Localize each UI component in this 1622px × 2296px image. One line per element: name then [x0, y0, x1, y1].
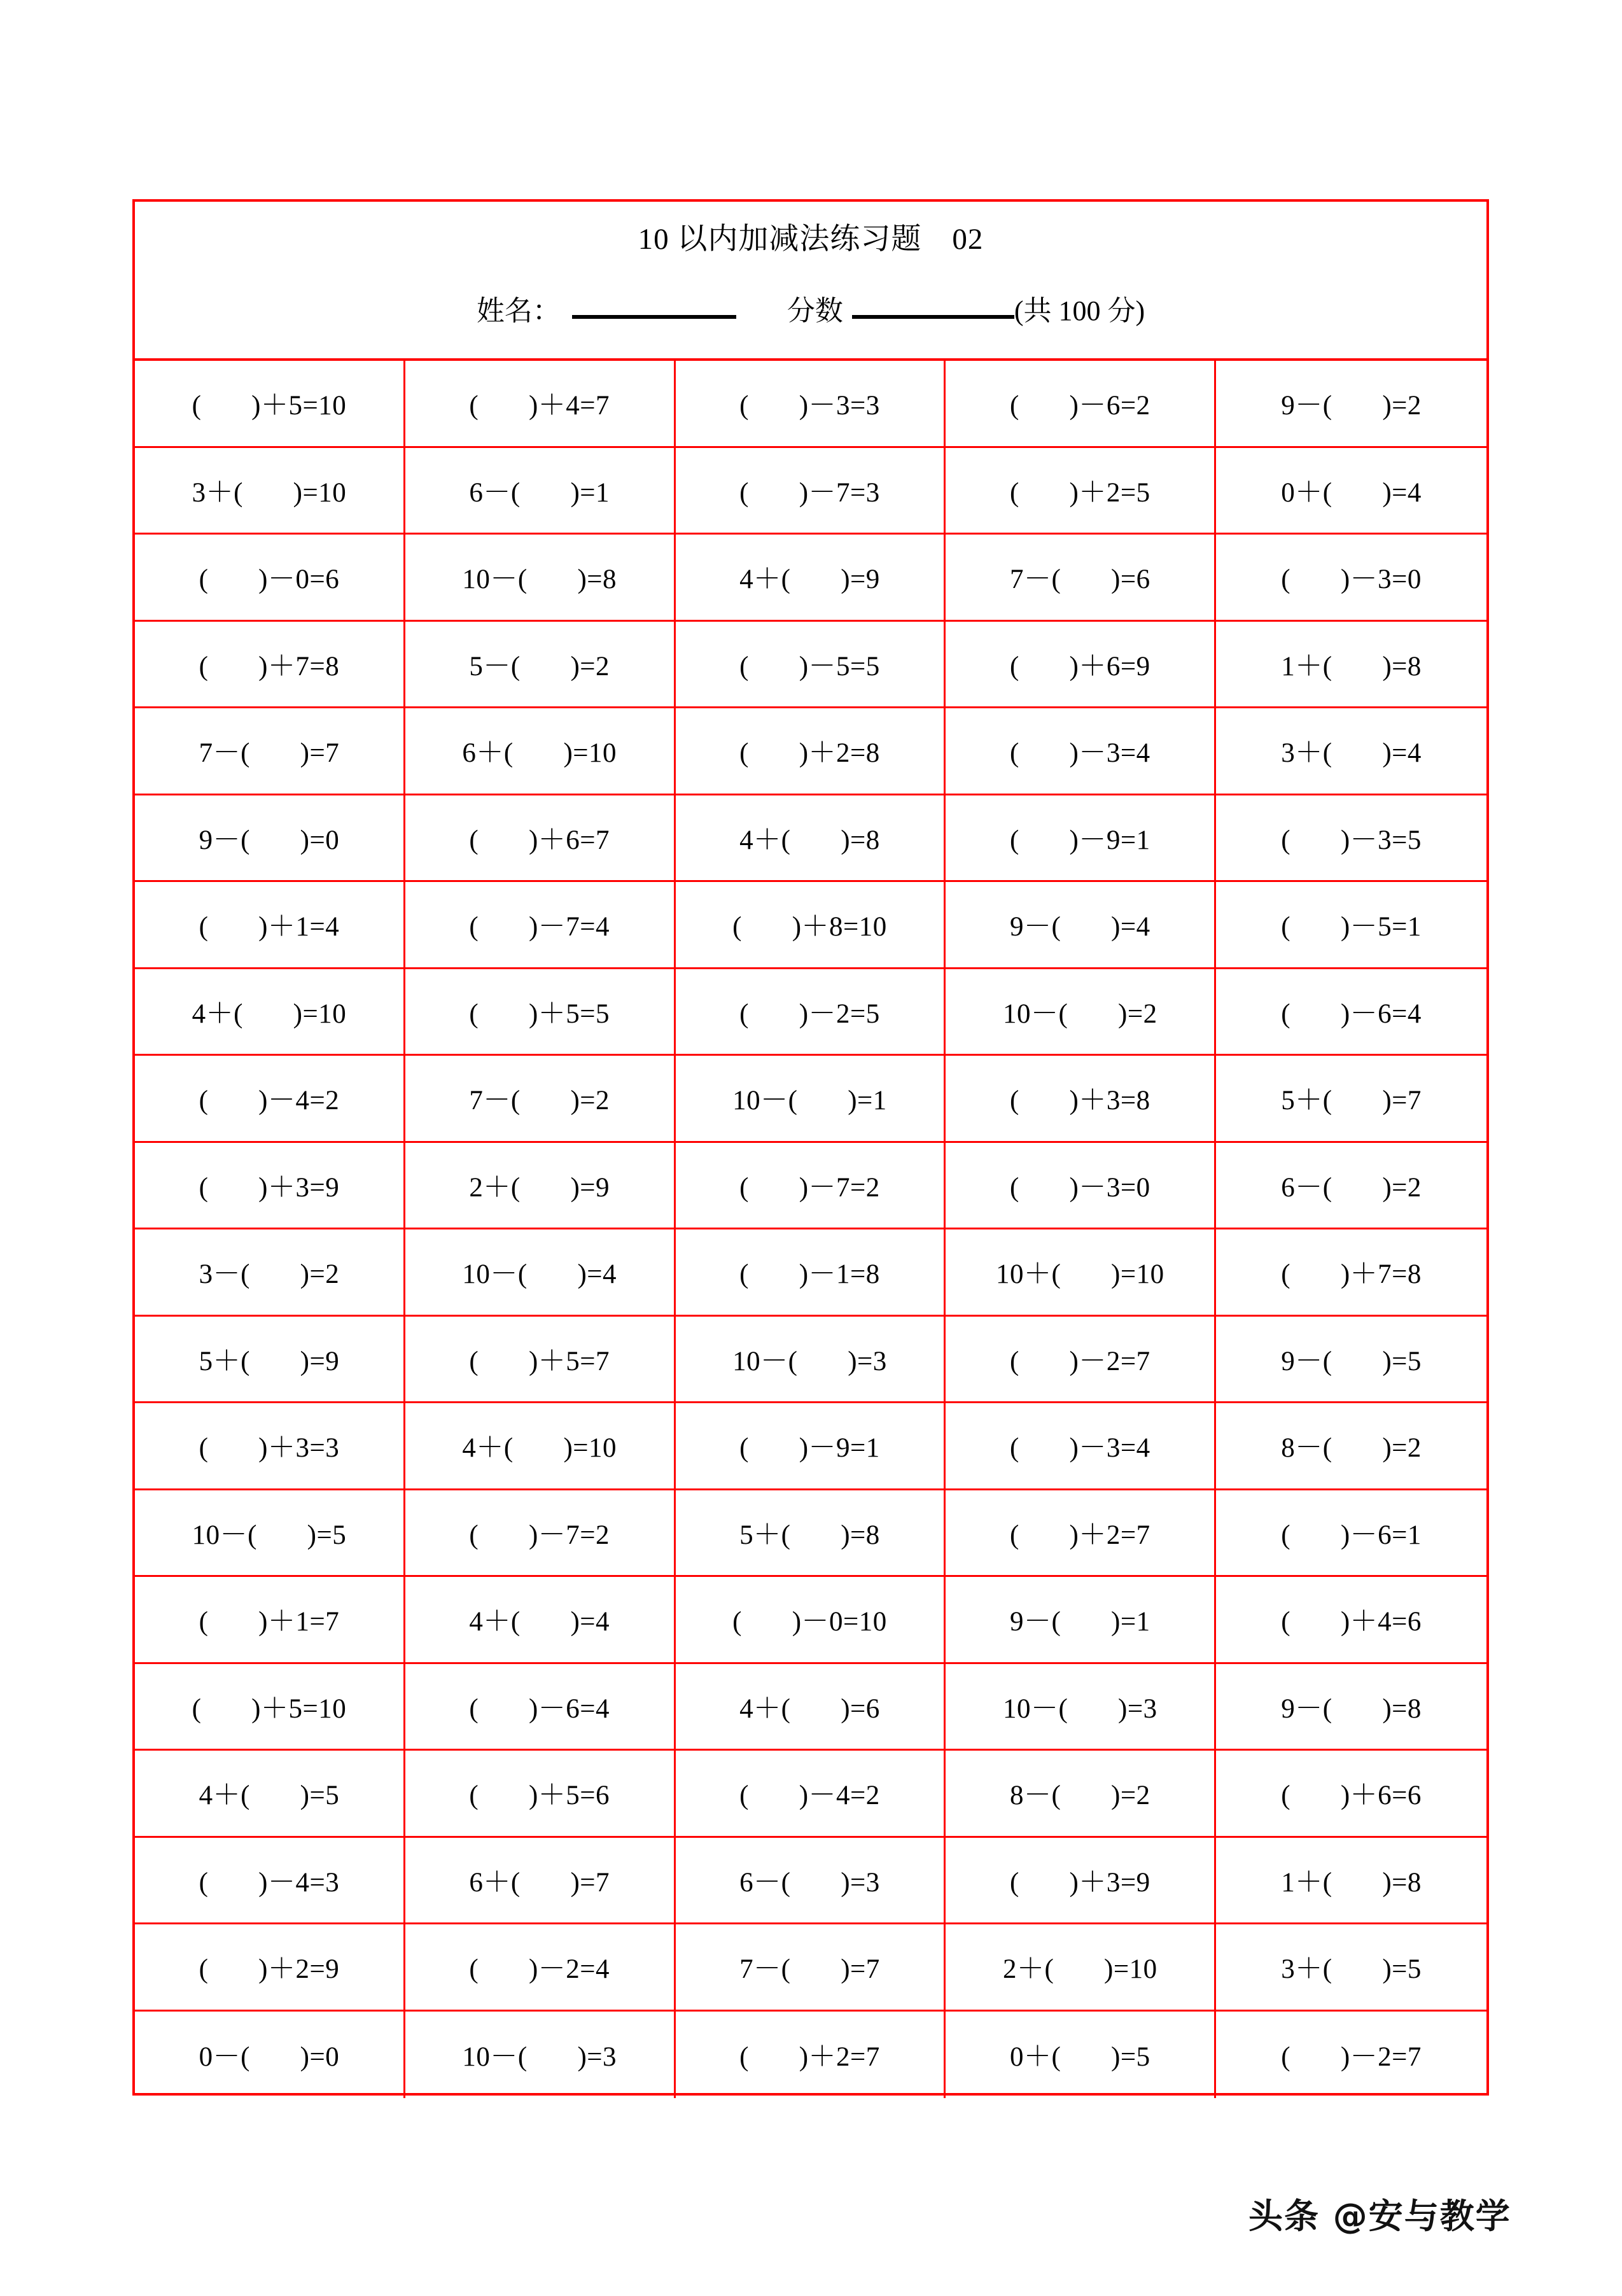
problem-cell[interactable]: 10－( )=4	[405, 1229, 676, 1317]
problem-cell[interactable]: 0－( )=0	[135, 2012, 405, 2099]
problem-cell[interactable]: ( )＋4=7	[405, 361, 676, 448]
total-points-label: (共 100 分)	[1014, 295, 1145, 326]
score-label: 分数	[787, 295, 843, 326]
problem-cell[interactable]: ( )－9=1	[676, 1403, 946, 1490]
score-input-blank[interactable]	[852, 314, 1014, 319]
problem-cell[interactable]: 10－( )=3	[405, 2012, 676, 2099]
problem-cell[interactable]: 9－( )=4	[946, 882, 1216, 969]
problem-cell[interactable]: 5－( )=2	[405, 622, 676, 709]
problem-cell[interactable]: ( )－3=3	[676, 361, 946, 448]
problem-cell[interactable]: ( )－6=2	[946, 361, 1216, 448]
problem-cell[interactable]: 7－( )=7	[676, 1924, 946, 2012]
problem-cell[interactable]: ( )－4=3	[135, 1838, 405, 1925]
problem-cell[interactable]: 6＋( )=7	[405, 1838, 676, 1925]
problem-cell[interactable]: 10－( )=8	[405, 535, 676, 622]
problem-cell[interactable]: ( )－3=4	[946, 708, 1216, 795]
problem-cell[interactable]: ( )＋7=8	[135, 622, 405, 709]
problem-cell[interactable]: ( )－7=3	[676, 448, 946, 535]
worksheet-header	[135, 202, 1486, 361]
problem-cell[interactable]: 8－( )=2	[1216, 1403, 1486, 1490]
watermark: 头条 @安与教学	[1248, 2196, 1511, 2236]
problem-cell[interactable]: ( )－3=0	[946, 1143, 1216, 1230]
problem-cell[interactable]: ( )＋6=6	[1216, 1751, 1486, 1838]
problem-cell[interactable]: 9－( )=1	[946, 1577, 1216, 1664]
problem-cell[interactable]: ( )＋1=7	[135, 1577, 405, 1664]
problem-cell[interactable]: 6＋( )=10	[405, 708, 676, 795]
problem-cell[interactable]: 10－( )=3	[676, 1317, 946, 1404]
problem-cell[interactable]: ( )＋2=7	[676, 2012, 946, 2099]
problem-cell[interactable]: 7－( )=2	[405, 1056, 676, 1143]
problem-cell[interactable]: ( )＋3=8	[946, 1056, 1216, 1143]
problem-cell[interactable]: ( )－6=4	[1216, 969, 1486, 1056]
problem-cell[interactable]: 10－( )=5	[135, 1490, 405, 1578]
problem-cell[interactable]: 4＋( )=9	[676, 535, 946, 622]
problem-cell[interactable]: 10＋( )=10	[946, 1229, 1216, 1317]
problem-cell[interactable]: ( )＋4=6	[1216, 1577, 1486, 1664]
problem-cell[interactable]: ( )＋6=9	[946, 622, 1216, 709]
problem-cell[interactable]: ( )－4=2	[135, 1056, 405, 1143]
problem-cell[interactable]: ( )－3=0	[1216, 535, 1486, 622]
problem-cell[interactable]: 10－( )=1	[676, 1056, 946, 1143]
worksheet-table	[132, 199, 1489, 2096]
problem-cell[interactable]: 6－( )=2	[1216, 1143, 1486, 1230]
page-title: 10 以内加减法练习题 02	[638, 223, 984, 256]
problem-cell[interactable]: ( )－7=4	[405, 882, 676, 969]
problem-cell[interactable]: 10－( )=3	[946, 1664, 1216, 1751]
problem-cell[interactable]: 1＋( )=8	[1216, 1838, 1486, 1925]
problem-cell[interactable]: ( )＋5=7	[405, 1317, 676, 1404]
name-label: 姓名：	[476, 295, 561, 326]
problem-cell[interactable]: ( )＋5=5	[405, 969, 676, 1056]
problem-cell[interactable]: ( )＋7=8	[1216, 1229, 1486, 1317]
problem-cell[interactable]: 9－( )=2	[1216, 361, 1486, 448]
problem-cell[interactable]: 10－( )=2	[946, 969, 1216, 1056]
problem-cell[interactable]: ( )－2=7	[1281, 2042, 1422, 2073]
problem-cell[interactable]: 5＋( )=9	[135, 1317, 405, 1404]
problem-cell[interactable]: 6－( )=3	[676, 1838, 946, 1925]
problem-cell[interactable]: 7－( )=7	[135, 708, 405, 795]
problem-cell[interactable]: ( )－2=4	[405, 1924, 676, 2012]
problem-cell[interactable]: ( )＋2=8	[676, 708, 946, 795]
problem-cell[interactable]: ( )＋6=7	[405, 795, 676, 883]
problem-cell[interactable]: ( )＋2=7	[946, 1490, 1216, 1578]
problem-cell[interactable]: 3＋( )=4	[1216, 708, 1486, 795]
problem-cell[interactable]: ( )－6=1	[1216, 1490, 1486, 1578]
problem-cell[interactable]: ( )－2=7	[946, 1317, 1216, 1404]
problem-cell[interactable]: ( )－3=5	[1216, 795, 1486, 883]
problem-cell[interactable]: 5＋( )=7	[1216, 1056, 1486, 1143]
problem-cell[interactable]: 0＋( )=4	[1216, 448, 1486, 535]
problem-cell[interactable]: ( )＋5=6	[405, 1751, 676, 1838]
problem-cell[interactable]: 4＋( )=6	[676, 1664, 946, 1751]
problem-cell[interactable]: ( )＋5=10	[135, 361, 405, 448]
problem-cell[interactable]: ( )－6=4	[405, 1664, 676, 1751]
problem-cell[interactable]: ( )＋3=3	[135, 1403, 405, 1490]
problem-cell[interactable]: ( )－5=1	[1216, 882, 1486, 969]
problem-cell[interactable]: ( )＋3=9	[135, 1143, 405, 1230]
problem-cell[interactable]: ( )＋3=9	[946, 1838, 1216, 1925]
problem-cell[interactable]: 3＋( )=10	[135, 448, 405, 535]
problem-cell[interactable]: 4＋( )=10	[135, 969, 405, 1056]
problem-cell[interactable]: ( )－2=5	[676, 969, 946, 1056]
problem-cell[interactable]: ( )－0=10	[676, 1577, 946, 1664]
name-score-row	[135, 297, 1486, 325]
problem-cell[interactable]: ( )－9=1	[946, 795, 1216, 883]
problem-cell[interactable]: 8－( )=2	[946, 1751, 1216, 1838]
problem-grid	[135, 361, 1486, 2098]
problem-cell[interactable]: ( )＋2=5	[946, 448, 1216, 535]
problem-cell[interactable]: ( )＋5=10	[135, 1664, 405, 1751]
problem-cell[interactable]: 9－( )=5	[1216, 1317, 1486, 1404]
problem-cell[interactable]: 1＋( )=8	[1216, 622, 1486, 709]
problem-cell[interactable]: ( )＋8=10	[676, 882, 946, 969]
problem-cell[interactable]: 6－( )=1	[405, 448, 676, 535]
problem-cell[interactable]: 2＋( )=9	[405, 1143, 676, 1230]
problem-cell[interactable]: ( )－7=2	[676, 1143, 946, 1230]
problem-cell[interactable]: ( )－4=2	[676, 1751, 946, 1838]
problem-cell[interactable]: 4＋( )=5	[135, 1751, 405, 1838]
problem-cell[interactable]: 4＋( )=4	[405, 1577, 676, 1664]
problem-cell[interactable]: 5＋( )=8	[676, 1490, 946, 1578]
problem-cell[interactable]: 3－( )=2	[135, 1229, 405, 1317]
name-input-blank[interactable]	[572, 314, 736, 319]
problem-cell[interactable]: 2＋( )=10	[946, 1924, 1216, 2012]
problem-cell[interactable]: 7－( )=6	[946, 535, 1216, 622]
problem-cell[interactable]: 4＋( )=10	[405, 1403, 676, 1490]
problem-cell[interactable]: ( )－0=6	[135, 535, 405, 622]
problem-cell[interactable]: ( )－1=8	[676, 1229, 946, 1317]
problem-cell[interactable]: ( )－7=2	[405, 1490, 676, 1578]
problem-cell[interactable]: 0＋( )=5	[946, 2012, 1216, 2099]
problem-cell[interactable]: 9－( )=0	[135, 795, 405, 883]
problem-cell[interactable]: ( )＋1=4	[135, 882, 405, 969]
problem-cell[interactable]: ( )－5=5	[676, 622, 946, 709]
problem-cell[interactable]: 9－( )=8	[1216, 1664, 1486, 1751]
problem-cell[interactable]: 3＋( )=5	[1216, 1924, 1486, 2012]
problem-cell[interactable]: 4＋( )=8	[676, 795, 946, 883]
problem-cell[interactable]: ( )－3=4	[946, 1403, 1216, 1490]
problem-cell[interactable]: ( )＋2=9	[135, 1924, 405, 2012]
